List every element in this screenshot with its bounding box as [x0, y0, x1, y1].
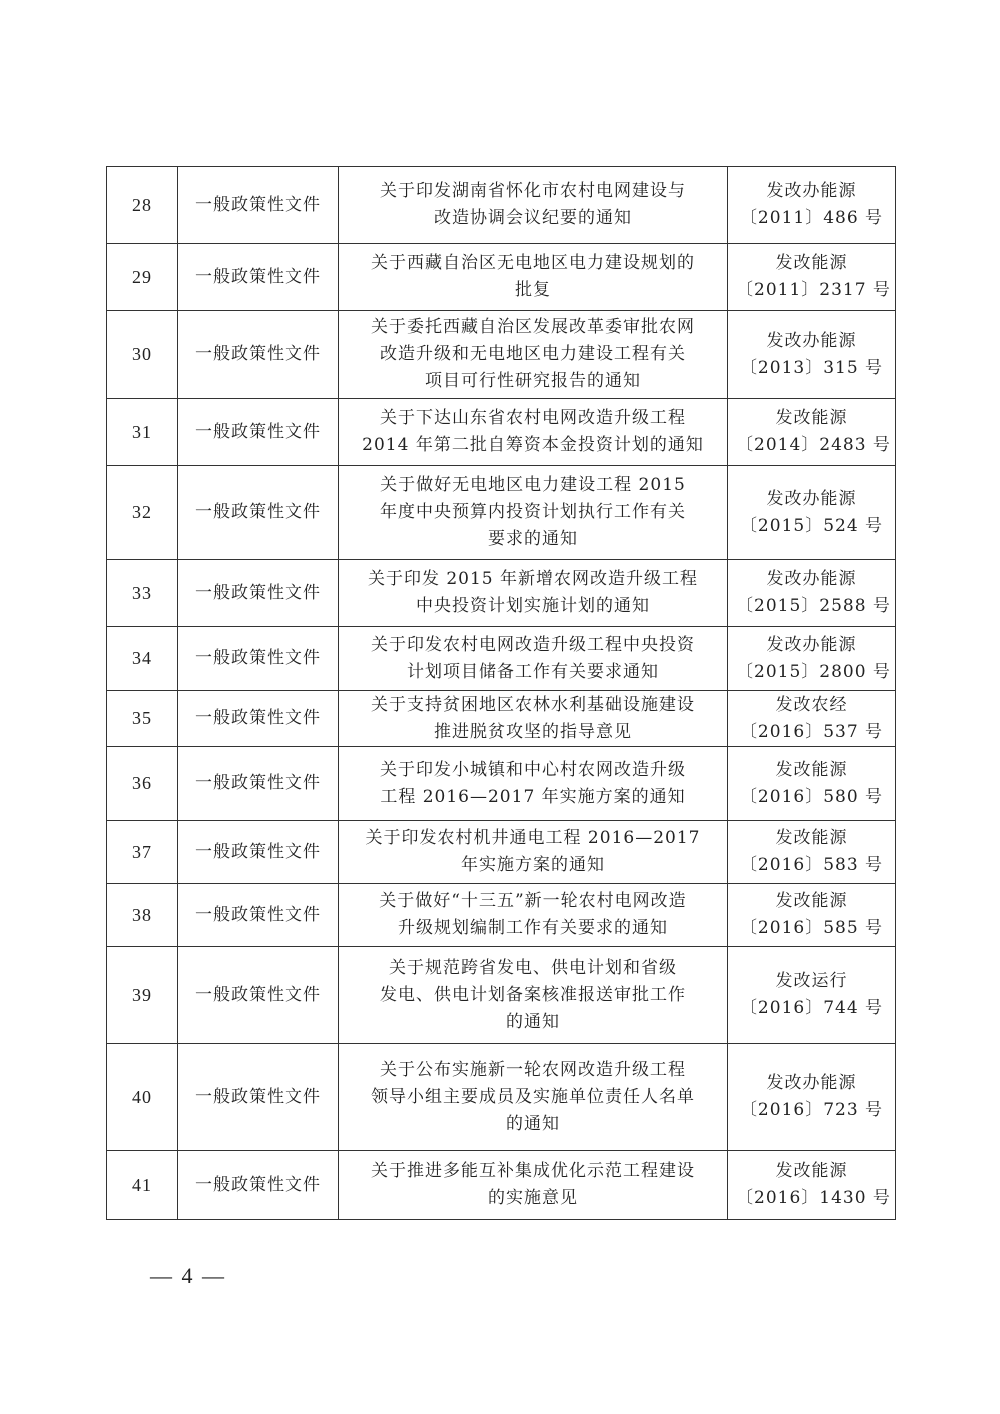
category-cell: 一般政策性文件: [178, 399, 339, 466]
document-number-line: 〔2016〕585 号: [739, 918, 884, 938]
category-cell: 一般政策性文件: [178, 466, 339, 560]
row-number-cell: 33: [107, 560, 178, 627]
document-title-line: 发电、供电计划备案核准报送审批工作: [380, 984, 686, 1005]
table-row: [107, 1151, 896, 1220]
category-cell: 一般政策性文件: [178, 1151, 339, 1220]
document-title-cell: [339, 947, 728, 1044]
table-row: [107, 244, 896, 311]
document-number-cell: [728, 747, 896, 821]
document-number-line: 发改办能源: [766, 181, 857, 201]
document-title-line: 关于推进多能互补集成优化示范工程建设: [371, 1161, 695, 1181]
document-title-cell: [339, 821, 728, 884]
category-cell: 一般政策性文件: [178, 311, 339, 399]
table-row: [107, 691, 896, 747]
document-number-line: 〔2016〕583 号: [739, 855, 884, 875]
document-title-line: 关于规范跨省发电、供电计划和省级: [389, 957, 677, 978]
category-cell: 一般政策性文件: [178, 747, 339, 821]
document-title-line: 的实施意见: [488, 1188, 578, 1208]
table-row: [107, 627, 896, 691]
document-number-line: 〔2015〕2588 号: [736, 596, 891, 616]
document-title-line: 改造协调会议纪要的通知: [434, 208, 632, 228]
document-title-cell: [339, 399, 728, 466]
document-number-line: 发改能源: [775, 1161, 848, 1181]
row-number-cell: 39: [107, 947, 178, 1044]
category-cell: 一般政策性文件: [178, 1044, 339, 1151]
table-row: [107, 167, 896, 244]
document-number-line: 发改能源: [775, 891, 848, 911]
row-number-cell: 40: [107, 1044, 178, 1151]
document-title-cell: [339, 691, 728, 747]
category-cell: 一般政策性文件: [178, 167, 339, 244]
document-number-cell: [728, 627, 896, 691]
row-number-cell: 36: [107, 747, 178, 821]
page-number: — 4 —: [150, 1263, 226, 1288]
document-number-line: 发改办能源: [766, 634, 857, 655]
row-number-cell: 34: [107, 627, 178, 691]
document-number-cell: [728, 167, 896, 244]
category-cell: 一般政策性文件: [178, 947, 339, 1044]
document-title-line: 计划项目储备工作有关要求通知: [407, 661, 659, 682]
document-number-line: 〔2013〕315 号: [739, 357, 884, 378]
document-title-line: 升级规划编制工作有关要求的通知: [398, 918, 668, 938]
document-number-line: 〔2011〕486 号: [739, 208, 884, 228]
document-title-cell: [339, 466, 728, 560]
category-cell: 一般政策性文件: [178, 691, 339, 747]
document-number-line: 发改能源: [775, 253, 848, 273]
document-title-line: 领导小组主要成员及实施单位责任人名单: [371, 1086, 695, 1107]
category-cell: 一般政策性文件: [178, 244, 339, 311]
document-number-line: 〔2016〕1430 号: [736, 1188, 891, 1208]
document-title-line: 关于印发农村电网改造升级工程中央投资: [371, 634, 695, 655]
document-number-cell: [728, 560, 896, 627]
row-number-cell: 38: [107, 884, 178, 947]
document-title-cell: [339, 244, 728, 311]
document-title-line: 年实施方案的通知: [461, 855, 605, 875]
document-number-line: 发改办能源: [766, 1073, 857, 1093]
table-row: [107, 821, 896, 884]
document-number-cell: [728, 884, 896, 947]
document-title-line: 关于印发湖南省怀化市农村电网建设与: [380, 181, 686, 201]
category-cell: 一般政策性文件: [178, 627, 339, 691]
document-number-line: 〔2016〕537 号: [739, 721, 884, 742]
document-number-line: 〔2016〕723 号: [739, 1100, 884, 1120]
document-number-line: 发改办能源: [766, 488, 857, 509]
document-title-line: 关于委托西藏自治区发展改革委审批农网: [371, 317, 695, 337]
document-number-line: 发改运行: [775, 971, 848, 991]
document-title-cell: [339, 747, 728, 821]
row-number-cell: 31: [107, 399, 178, 466]
document-title-cell: [339, 167, 728, 244]
document-title-line: 中央投资计划实施计划的通知: [416, 596, 650, 616]
table-row: [107, 947, 896, 1044]
document-title-line: 关于做好无电地区电力建设工程 2015: [380, 475, 686, 495]
document-title-line: 2014 年第二批自筹资本金投资计划的通知: [362, 435, 704, 455]
document-number-cell: [728, 1044, 896, 1151]
category-cell: 一般政策性文件: [178, 884, 339, 947]
document-title-line: 关于做好“十三五”新一轮农村电网改造: [379, 891, 687, 911]
document-title-line: 项目可行性研究报告的通知: [425, 371, 641, 391]
document-title-line: 关于印发小城镇和中心村农网改造升级: [380, 759, 686, 780]
table-row: [107, 1044, 896, 1151]
document-number-cell: [728, 311, 896, 399]
document-number-cell: [728, 1151, 896, 1220]
document-number-line: 〔2016〕580 号: [739, 786, 884, 807]
document-number-line: 〔2011〕2317 号: [736, 280, 891, 300]
table-row: [107, 466, 896, 560]
document-title-line: 关于西藏自治区无电地区电力建设规划的: [371, 253, 695, 273]
category-cell: 一般政策性文件: [178, 821, 339, 884]
row-number-cell: 28: [107, 167, 178, 244]
document-title-line: 工程 2016—2017 年实施方案的通知: [380, 786, 686, 807]
table-body: [107, 167, 896, 1220]
document-number-cell: [728, 821, 896, 884]
document-number-line: 〔2016〕744 号: [739, 998, 884, 1018]
table-row: [107, 311, 896, 399]
document-number-line: 发改能源: [775, 828, 848, 848]
document-title-cell: [339, 884, 728, 947]
document-number-cell: [728, 399, 896, 466]
document-title-line: 关于印发农村机井通电工程 2016—2017: [365, 828, 701, 848]
document-title-line: 关于下达山东省农村电网改造升级工程: [380, 408, 686, 428]
document-number-cell: [728, 244, 896, 311]
row-number-cell: 35: [107, 691, 178, 747]
document-number-cell: [728, 691, 896, 747]
document-number-line: 〔2015〕2800 号: [736, 661, 891, 682]
document-number-line: 发改农经: [775, 694, 848, 715]
document-title-line: 推进脱贫攻坚的指导意见: [434, 721, 632, 742]
document-title-line: 年度中央预算内投资计划执行工作有关: [380, 502, 686, 522]
row-number-cell: 37: [107, 821, 178, 884]
policy-document-table: [106, 166, 896, 1220]
table-row: [107, 747, 896, 821]
document-title-cell: [339, 1044, 728, 1151]
document-number-line: 〔2015〕524 号: [739, 515, 884, 536]
document-title-line: 关于印发 2015 年新增农网改造升级工程: [367, 569, 699, 589]
document-number-line: 发改办能源: [766, 330, 857, 351]
document-title-cell: [339, 1151, 728, 1220]
document-number-line: 发改办能源: [766, 569, 857, 589]
document-title-cell: [339, 560, 728, 627]
category-cell: 一般政策性文件: [178, 560, 339, 627]
document-number-line: 〔2014〕2483 号: [736, 435, 891, 455]
document-title-cell: [339, 311, 728, 399]
document-title-line: 关于支持贫困地区农林水利基础设施建设: [371, 694, 695, 715]
document-number-cell: [728, 466, 896, 560]
table-row: [107, 399, 896, 466]
document-title-cell: [339, 627, 728, 691]
row-number-cell: 32: [107, 466, 178, 560]
row-number-cell: 41: [107, 1151, 178, 1220]
document-title-line: 的通知: [506, 1011, 560, 1032]
document-title-line: 的通知: [506, 1113, 560, 1134]
document-number-line: 发改能源: [775, 408, 848, 428]
document-number-cell: [728, 947, 896, 1044]
document-title-line: 要求的通知: [488, 529, 578, 549]
document-title-line: 批复: [515, 280, 551, 300]
row-number-cell: 30: [107, 311, 178, 399]
table-row: [107, 560, 896, 627]
document-title-line: 关于公布实施新一轮农网改造升级工程: [380, 1059, 686, 1080]
table-row: [107, 884, 896, 947]
row-number-cell: 29: [107, 244, 178, 311]
document-number-line: 发改能源: [775, 759, 848, 780]
document-title-line: 改造升级和无电地区电力建设工程有关: [380, 344, 686, 364]
